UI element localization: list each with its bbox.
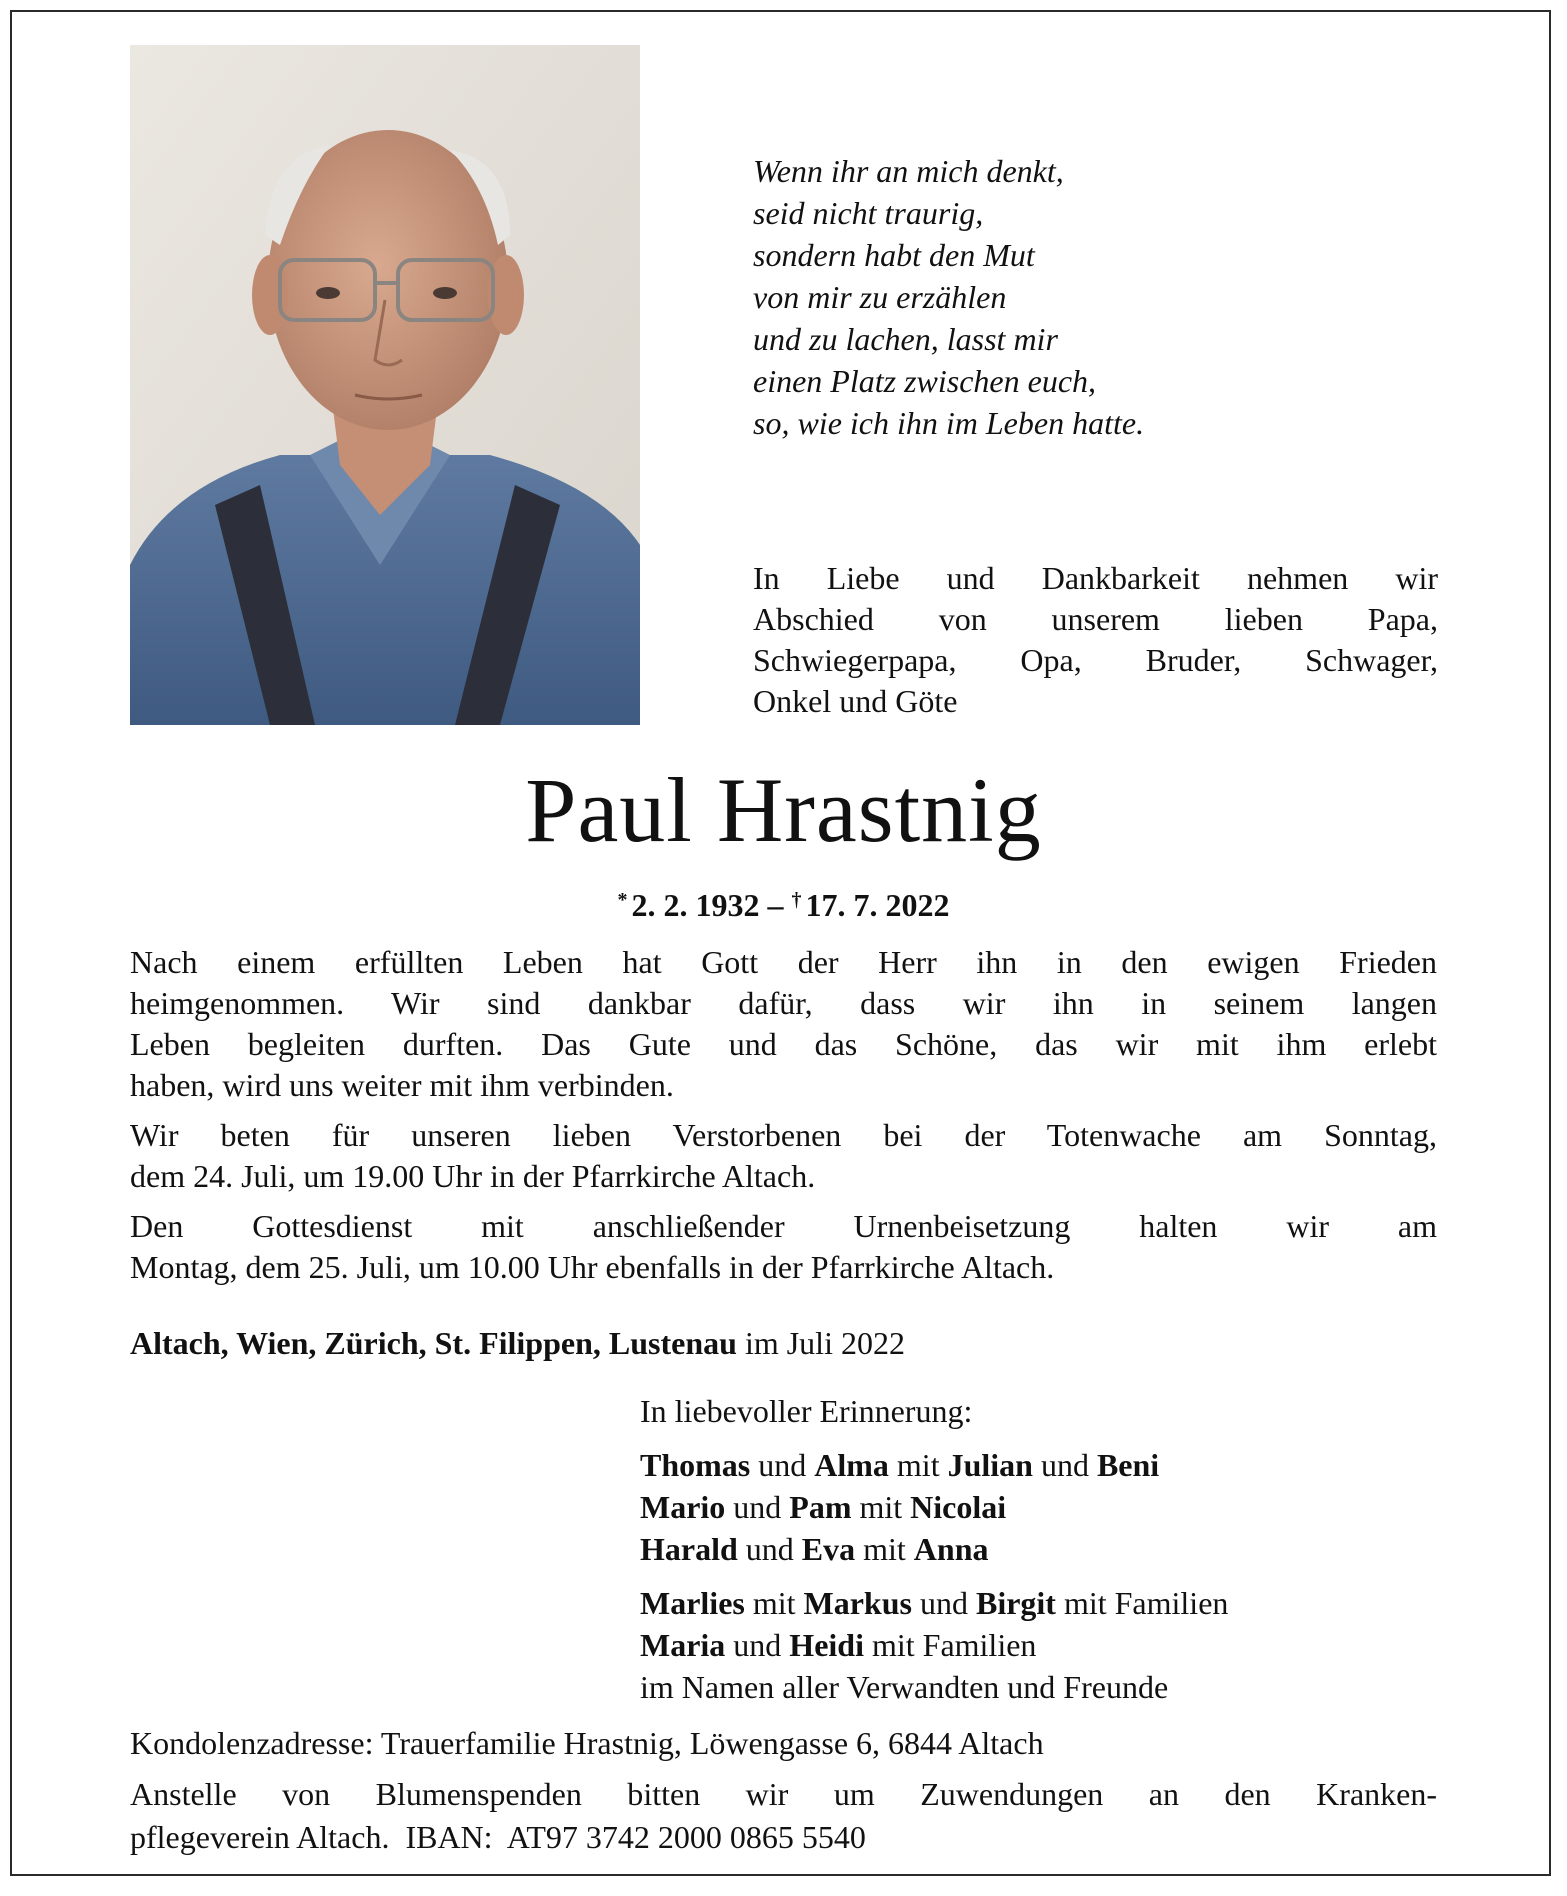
deceased-name: Paul Hrastnig [525,759,1042,861]
date-separator: – [767,887,784,923]
family-name: Heidi [789,1627,864,1663]
connector: und [733,1627,782,1663]
portrait-image [130,45,640,725]
family-name: Thomas [640,1447,751,1483]
body-line: Wir beten für unseren lieben Verstorbenen bei der Totenwache am Sonntag, [130,1117,1437,1153]
poem [753,150,1393,444]
donation-iban-line: pflegeverein Altach. IBAN: AT97 3742 2000 0865 5540 [130,1819,866,1855]
body-line: Leben begleiten durften. Das Gute und das Schöne, das wir mit ihm erlebt [130,1026,1437,1062]
family-name: Birgit [975,1585,1056,1621]
family-name: Mario [640,1489,726,1525]
places: Altach, Wien, Zürich, St. Filippen, Lustenau [130,1325,737,1361]
family-row [640,1486,1440,1528]
family-name: Anna [913,1531,989,1567]
body-line: dem 24. Juli, um 19.00 Uhr in der Pfarrkirche Altach. [130,1158,816,1194]
family-name: Julian [947,1447,1033,1483]
family-name: Pam [789,1489,852,1525]
connector: mit [863,1531,906,1567]
connector: mit [896,1447,940,1483]
poem-line: Wenn ihr an mich denkt, [753,153,1064,189]
places-date-line [130,1323,1430,1364]
death-symbol: † [791,889,802,911]
family-name: Beni [1096,1447,1160,1483]
family-heading: In liebevoller Erinnerung: [640,1393,973,1429]
connector: und [745,1531,794,1567]
body-line: haben, wird uns weiter mit ihm verbinden. [130,1067,674,1103]
intro-line: Onkel und Göte [753,683,958,719]
family-name: Harald [640,1531,738,1567]
connector: und [919,1585,968,1621]
body-line: Den Gottesdienst mit anschließender Urnenbeisetzung halten wir am [130,1208,1437,1244]
body-line: Nach einem erfüllten Leben hat Gott der Herr ihn in den ewigen Frieden [130,944,1437,980]
family-row [640,1582,1440,1624]
condolence-address: Kondolenzadresse: Trauerfamilie Hrastnig, Löwengasse 6, 6844 Altach [130,1725,1044,1761]
family-closing: im Namen aller Verwandten und Freunde [640,1669,1169,1705]
connector: mit Familien [871,1627,1037,1663]
body-line: Montag, dem 25. Juli, um 10.00 Uhr ebenfalls in der Pfarrkirche Altach. [130,1249,1055,1285]
connector: und [758,1447,807,1483]
donation-line: Anstelle von Blumenspenden bitten wir um Zuwendungen an den Kranken- [130,1776,1437,1812]
family-name: Markus [803,1585,912,1621]
family-signatures [640,1390,1440,1708]
birth-date: 2. 2. 1932 [631,887,760,923]
connector: und [733,1489,782,1525]
family-name: Eva [801,1531,856,1567]
family-name: Maria [640,1627,726,1663]
poem-line: einen Platz zwischen euch, [753,363,1097,399]
footer-info [130,1722,1437,1859]
connector: und [1040,1447,1089,1483]
poem-line: seid nicht traurig, [753,195,984,231]
paragraph-vigil [130,1115,1437,1197]
intro-line: Abschied von unserem lieben Papa, [753,601,1438,637]
portrait-photo [130,45,640,725]
family-row [640,1444,1440,1486]
birth-symbol: * [617,889,628,911]
family-row [640,1624,1440,1666]
month-year: im Juli 2022 [744,1325,905,1361]
paragraph-service [130,1206,1437,1288]
connector: mit [752,1585,796,1621]
body-line: heimgenommen. Wir sind dankbar dafür, dass wir ihn in seinem langen [130,985,1437,1021]
paragraph-life [130,942,1437,1106]
intro-line: In Liebe und Dankbarkeit nehmen wir [753,560,1438,596]
obituary-body [130,942,1437,1297]
poem-line: von mir zu erzählen [753,279,1007,315]
family-name: Nicolai [910,1489,1007,1525]
life-dates [0,880,1567,925]
family-name: Marlies [640,1585,745,1621]
connector: mit [859,1489,903,1525]
farewell-intro [753,558,1438,722]
poem-line: so, wie ich ihn im Leben hatte. [753,405,1145,441]
intro-line: Schwiegerpapa, Opa, Bruder, Schwager, [753,642,1438,678]
family-name: Alma [814,1447,889,1483]
family-row [640,1528,1440,1570]
connector: mit Familien [1063,1585,1229,1621]
death-date: 17. 7. 2022 [805,887,950,923]
poem-line: sondern habt den Mut [753,237,1035,273]
poem-line: und zu lachen, lasst mir [753,321,1058,357]
